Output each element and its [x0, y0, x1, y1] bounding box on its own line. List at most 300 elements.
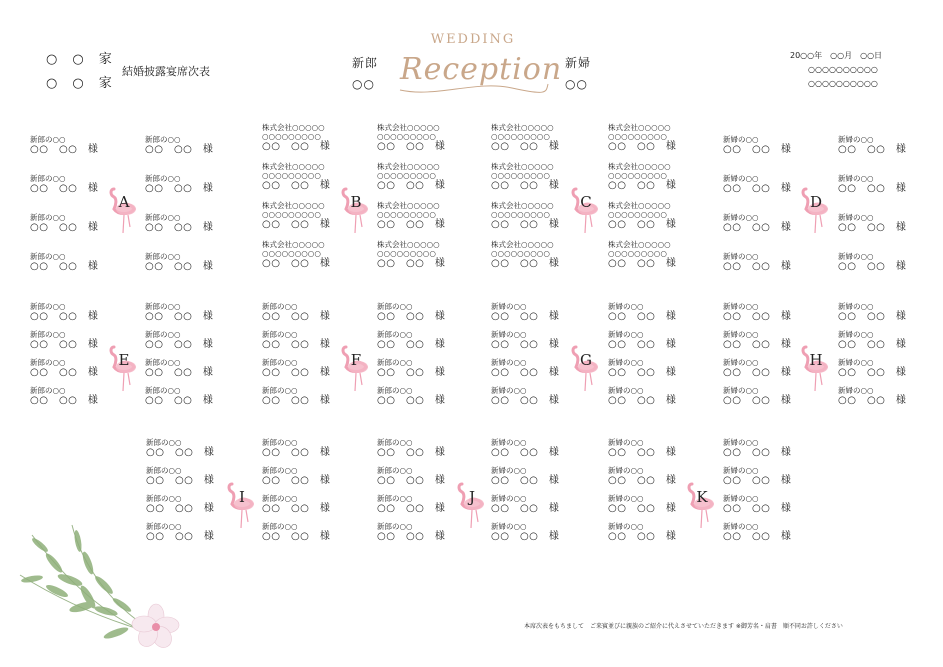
reception-word: Reception [400, 52, 563, 87]
guest-name: ○○ ○○ [145, 367, 193, 378]
guest-name: ○○ ○○ [146, 503, 194, 514]
guest-company: 株式会社○○○○○ [262, 201, 325, 210]
guest-honorific: 様 [202, 183, 214, 194]
guest-name-row [723, 531, 815, 543]
guest-entry [377, 201, 469, 231]
guest-name: ○○ ○○ [491, 395, 539, 406]
family-kanji-1: 家 [98, 52, 113, 67]
guest-relation: 新婦の○○ [491, 386, 527, 395]
guest-name: ○○ ○○ [491, 339, 539, 350]
guest-relation: 新婦の○○ [608, 522, 644, 531]
guest-honorific: 様 [895, 261, 907, 272]
guest-name: ○○ ○○ [723, 531, 771, 542]
guest-name: ○○ ○○ [838, 222, 886, 233]
guest-name: ○○ ○○ [30, 183, 78, 194]
guest-honorific: 様 [87, 222, 99, 233]
guest-honorific: 様 [87, 261, 99, 272]
guest-name: ○○ ○○ [608, 311, 656, 322]
guest-honorific: 様 [665, 395, 677, 406]
guest-honorific: 様 [665, 531, 677, 542]
guest-name-row [838, 395, 930, 407]
guest-name: ○○ ○○ [491, 531, 539, 542]
guest-name-row [608, 219, 700, 231]
guest-honorific: 様 [202, 261, 214, 272]
guest-entry [145, 174, 237, 195]
guest-name: ○○ ○○ [377, 339, 425, 350]
family-circles-2: ○ ○ [46, 76, 85, 91]
guest-entry [262, 466, 354, 487]
guest-honorific: 様 [434, 311, 446, 322]
guest-name-row [491, 141, 583, 153]
guest-honorific: 様 [319, 141, 331, 152]
guest-name: ○○ ○○ [608, 503, 656, 514]
guest-name: ○○ ○○ [145, 339, 193, 350]
guest-name: ○○ ○○ [262, 531, 310, 542]
guest-name-row [608, 258, 700, 270]
guest-name-row [377, 447, 469, 459]
guest-company: 株式会社○○○○○ [262, 123, 325, 132]
table-letter: G [580, 351, 592, 369]
guest-name: ○○ ○○ [491, 219, 539, 230]
guest-relation: 新婦の○○ [491, 438, 527, 447]
guest-name: ○○ ○○ [608, 367, 656, 378]
guest-honorific: 様 [780, 395, 792, 406]
guest-entry [262, 123, 354, 153]
guest-name: ○○ ○○ [723, 395, 771, 406]
guest-relation: 新郎の○○ [262, 358, 298, 367]
guest-name: ○○ ○○ [262, 339, 310, 350]
guest-relation: 新婦の○○ [723, 330, 759, 339]
guest-position: ○○○○○○○○○ [262, 132, 321, 141]
guest-relation: 新郎の○○ [145, 135, 181, 144]
guest-relation: 新郎の○○ [30, 358, 66, 367]
guest-name-row [145, 261, 237, 273]
guest-name: ○○ ○○ [145, 261, 193, 272]
guest-relation: 新婦の○○ [723, 302, 759, 311]
guest-honorific: 様 [548, 339, 560, 350]
guest-entry [377, 123, 469, 153]
table-h [800, 343, 832, 393]
guest-relation: 新郎の○○ [262, 302, 298, 311]
guest-honorific: 様 [203, 447, 215, 458]
guest-name-row [723, 311, 815, 323]
guest-name-row [146, 447, 238, 459]
guest-name: ○○ ○○ [723, 183, 771, 194]
guest-relation: 新郎の○○ [262, 330, 298, 339]
guest-relation: 新郎の○○ [30, 302, 66, 311]
guest-name: ○○ ○○ [608, 475, 656, 486]
guest-entry [838, 252, 930, 273]
guest-name: ○○ ○○ [608, 447, 656, 458]
guest-name: ○○ ○○ [608, 219, 656, 230]
guest-honorific: 様 [780, 531, 792, 542]
guest-name-row [608, 531, 700, 543]
guest-name: ○○ ○○ [377, 258, 425, 269]
guest-name: ○○ ○○ [145, 311, 193, 322]
guest-name-row [262, 141, 354, 153]
guest-name: ○○ ○○ [723, 222, 771, 233]
guest-position: ○○○○○○○○○ [608, 210, 667, 219]
guest-honorific: 様 [548, 395, 560, 406]
guest-relation: 新郎の○○ [262, 438, 298, 447]
guest-name: ○○ ○○ [491, 367, 539, 378]
guest-honorific: 様 [319, 180, 331, 191]
guest-honorific: 様 [665, 311, 677, 322]
guest-entry [491, 522, 583, 543]
guest-name-row [30, 395, 122, 407]
guest-honorific: 様 [87, 367, 99, 378]
guest-name: ○○ ○○ [262, 447, 310, 458]
guest-honorific: 様 [319, 339, 331, 350]
venue-line-1: ○○○○○○○○○○ [808, 65, 878, 74]
reception-flourish [396, 78, 552, 98]
guest-relation: 新婦の○○ [491, 494, 527, 503]
guest-relation: 新婦の○○ [838, 135, 874, 144]
guest-name-row [262, 475, 354, 487]
guest-name: ○○ ○○ [262, 141, 310, 152]
guest-name: ○○ ○○ [377, 367, 425, 378]
guest-honorific: 様 [780, 503, 792, 514]
guest-honorific: 様 [319, 395, 331, 406]
guest-relation: 新婦の○○ [723, 522, 759, 531]
guest-relation: 新婦の○○ [723, 438, 759, 447]
guest-honorific: 様 [434, 180, 446, 191]
guest-name-row [723, 503, 815, 515]
guest-entry [723, 494, 815, 515]
table-c [570, 185, 602, 235]
guest-relation: 新婦の○○ [723, 494, 759, 503]
table-letter: H [809, 351, 823, 369]
guest-honorific: 様 [895, 222, 907, 233]
guest-relation: 新郎の○○ [145, 252, 181, 261]
guest-name: ○○ ○○ [377, 395, 425, 406]
guest-relation: 新郎の○○ [145, 386, 181, 395]
guest-entry [838, 135, 930, 156]
guest-entry [608, 302, 700, 323]
guest-name-row [262, 503, 354, 515]
guest-name: ○○ ○○ [491, 503, 539, 514]
guest-name-row [145, 183, 237, 195]
guest-name: ○○ ○○ [491, 311, 539, 322]
guest-relation: 新婦の○○ [838, 174, 874, 183]
guest-relation: 新婦の○○ [723, 358, 759, 367]
guest-entry [262, 240, 354, 270]
guest-name-row [146, 503, 238, 515]
guest-name-row [377, 531, 469, 543]
guest-honorific: 様 [319, 367, 331, 378]
guest-honorific: 様 [780, 339, 792, 350]
guest-relation: 新郎の○○ [377, 330, 413, 339]
guest-entry [377, 302, 469, 323]
guest-name: ○○ ○○ [377, 531, 425, 542]
guest-name-row [145, 395, 237, 407]
guest-honorific: 様 [87, 183, 99, 194]
guest-name-row [491, 395, 583, 407]
guest-honorific: 様 [434, 339, 446, 350]
bride-label: 新婦 [565, 56, 592, 70]
guest-entry [838, 386, 930, 407]
guest-entry [377, 438, 469, 459]
guest-relation: 新郎の○○ [30, 252, 66, 261]
guest-honorific: 様 [202, 339, 214, 350]
table-k [686, 480, 718, 530]
guest-company: 株式会社○○○○○ [377, 123, 440, 132]
family-line-2 [46, 72, 113, 96]
leaf-bouquet-illustration [12, 515, 187, 660]
guest-relation: 新郎の○○ [262, 386, 298, 395]
guest-relation: 新郎の○○ [146, 438, 182, 447]
guest-entry [377, 162, 469, 192]
guest-company: 株式会社○○○○○ [491, 162, 554, 171]
guest-position: ○○○○○○○○○ [377, 210, 436, 219]
guest-name: ○○ ○○ [146, 447, 194, 458]
guest-relation: 新郎の○○ [146, 466, 182, 475]
guest-name: ○○ ○○ [377, 475, 425, 486]
guest-name: ○○ ○○ [723, 447, 771, 458]
guest-name: ○○ ○○ [838, 311, 886, 322]
table-letter: E [118, 351, 130, 369]
guest-relation: 新郎の○○ [30, 330, 66, 339]
guest-entry [146, 466, 238, 487]
guest-name-row [377, 258, 469, 270]
guest-relation: 新郎の○○ [262, 466, 298, 475]
guest-name-row [838, 367, 930, 379]
guest-name: ○○ ○○ [838, 183, 886, 194]
guest-relation: 新郎の○○ [377, 522, 413, 531]
guest-name: ○○ ○○ [838, 261, 886, 272]
guest-name-row [491, 447, 583, 459]
guest-name: ○○ ○○ [608, 339, 656, 350]
guest-name-row [145, 339, 237, 351]
guest-honorific: 様 [202, 311, 214, 322]
guest-entry [723, 302, 815, 323]
guest-honorific: 様 [548, 503, 560, 514]
guest-name: ○○ ○○ [723, 311, 771, 322]
date: 20○○年 ○○月 ○○日 [790, 51, 883, 60]
guest-position: ○○○○○○○○○ [377, 132, 436, 141]
guest-honorific: 様 [548, 180, 560, 191]
guest-relation: 新郎の○○ [377, 386, 413, 395]
guest-name-row [491, 258, 583, 270]
guest-name: ○○ ○○ [608, 395, 656, 406]
guest-honorific: 様 [895, 395, 907, 406]
guest-name: ○○ ○○ [838, 339, 886, 350]
guest-honorific: 様 [319, 258, 331, 269]
guest-entry [377, 330, 469, 351]
guest-honorific: 様 [665, 180, 677, 191]
guest-entry [262, 302, 354, 323]
guest-name-row [838, 339, 930, 351]
footer-note: 本席次表をもちまして ご来賓並びに親族のご紹介に代えさせていただきます ※御芳名・肩書 順不同お許しください [524, 623, 843, 630]
guest-name-row [377, 311, 469, 323]
guest-honorific: 様 [319, 531, 331, 542]
guest-entry [608, 386, 700, 407]
guest-honorific: 様 [895, 311, 907, 322]
guest-relation: 新婦の○○ [838, 358, 874, 367]
guest-position: ○○○○○○○○○ [262, 210, 321, 219]
guest-honorific: 様 [203, 531, 215, 542]
guest-relation: 新郎の○○ [145, 358, 181, 367]
guest-company: 株式会社○○○○○ [491, 201, 554, 210]
guest-honorific: 様 [202, 222, 214, 233]
guest-relation: 新郎の○○ [30, 386, 66, 395]
guest-entry [838, 330, 930, 351]
guest-relation: 新婦の○○ [723, 252, 759, 261]
guest-entry [262, 494, 354, 515]
guest-honorific: 様 [434, 219, 446, 230]
guest-position: ○○○○○○○○○ [491, 132, 550, 141]
guest-name-row [30, 311, 122, 323]
guest-honorific: 様 [548, 531, 560, 542]
guest-name: ○○ ○○ [262, 367, 310, 378]
guest-entry [377, 386, 469, 407]
guest-relation: 新婦の○○ [723, 386, 759, 395]
guest-name-row [262, 395, 354, 407]
guest-relation: 新婦の○○ [723, 174, 759, 183]
guest-honorific: 様 [548, 258, 560, 269]
guest-name-row [838, 261, 930, 273]
guest-honorific: 様 [665, 258, 677, 269]
guest-name-row [608, 447, 700, 459]
guest-name-row [491, 503, 583, 515]
guest-name-row [838, 311, 930, 323]
guest-name: ○○ ○○ [145, 144, 193, 155]
guest-entry [377, 240, 469, 270]
guest-name: ○○ ○○ [491, 180, 539, 191]
guest-name-row [491, 475, 583, 487]
guest-name-row [262, 258, 354, 270]
guest-honorific: 様 [665, 367, 677, 378]
guest-relation: 新婦の○○ [608, 358, 644, 367]
guest-relation: 新婦の○○ [608, 386, 644, 395]
guest-name-row [377, 141, 469, 153]
guest-honorific: 様 [895, 339, 907, 350]
table-letter: I [239, 488, 245, 506]
groom-name: ○○ [352, 77, 375, 91]
guest-relation: 新婦の○○ [491, 522, 527, 531]
guest-name: ○○ ○○ [146, 531, 194, 542]
guest-relation: 新郎の○○ [145, 213, 181, 222]
guest-honorific: 様 [87, 395, 99, 406]
guest-name-row [608, 339, 700, 351]
guest-honorific: 様 [895, 144, 907, 155]
guest-relation: 新郎の○○ [377, 302, 413, 311]
guest-name: ○○ ○○ [30, 367, 78, 378]
guest-name-row [145, 367, 237, 379]
guest-name: ○○ ○○ [723, 367, 771, 378]
guest-name: ○○ ○○ [608, 258, 656, 269]
table-letter: B [350, 193, 362, 211]
guest-honorific: 様 [665, 141, 677, 152]
guest-entry [145, 252, 237, 273]
guest-name: ○○ ○○ [30, 311, 78, 322]
page-title: 結婚披露宴席次表 [122, 65, 210, 78]
wedding-word: WEDDING [430, 32, 516, 47]
guest-name: ○○ ○○ [30, 339, 78, 350]
guest-name: ○○ ○○ [30, 222, 78, 233]
guest-relation: 新婦の○○ [491, 358, 527, 367]
table-b [340, 185, 372, 235]
guest-relation: 新郎の○○ [146, 494, 182, 503]
guest-position: ○○○○○○○○○ [608, 249, 667, 258]
guest-relation: 新郎の○○ [377, 494, 413, 503]
table-letter: A [118, 193, 130, 211]
guest-name-row [262, 447, 354, 459]
guest-relation: 新郎の○○ [145, 174, 181, 183]
guest-entry [30, 302, 122, 323]
guest-name: ○○ ○○ [838, 144, 886, 155]
guest-relation: 新婦の○○ [608, 330, 644, 339]
guest-name: ○○ ○○ [262, 180, 310, 191]
guest-name-row [608, 141, 700, 153]
guest-entry [145, 302, 237, 323]
guest-name: ○○ ○○ [146, 475, 194, 486]
guest-honorific: 様 [434, 531, 446, 542]
guest-honorific: 様 [548, 475, 560, 486]
guest-name-row [723, 261, 815, 273]
table-j [456, 480, 488, 530]
guest-name-row [30, 144, 122, 156]
guest-relation: 新郎の○○ [30, 213, 66, 222]
guest-honorific: 様 [780, 222, 792, 233]
guest-entry [491, 438, 583, 459]
guest-honorific: 様 [548, 219, 560, 230]
guest-honorific: 様 [780, 475, 792, 486]
guest-name: ○○ ○○ [723, 144, 771, 155]
guest-entry [145, 358, 237, 379]
guest-position: ○○○○○○○○○ [491, 210, 550, 219]
guest-honorific: 様 [895, 367, 907, 378]
guest-name: ○○ ○○ [723, 503, 771, 514]
guest-relation: 新郎の○○ [377, 358, 413, 367]
guest-relation: 新郎の○○ [145, 330, 181, 339]
guest-honorific: 様 [780, 447, 792, 458]
guest-entry [838, 213, 930, 234]
guest-honorific: 様 [319, 311, 331, 322]
guest-honorific: 様 [434, 503, 446, 514]
guest-entry [723, 466, 815, 487]
guest-relation: 新婦の○○ [491, 330, 527, 339]
guest-honorific: 様 [548, 141, 560, 152]
guest-honorific: 様 [780, 183, 792, 194]
guest-name-row [145, 311, 237, 323]
guest-name: ○○ ○○ [30, 261, 78, 272]
table-letter: K [696, 488, 708, 506]
guest-honorific: 様 [548, 367, 560, 378]
guest-name: ○○ ○○ [491, 141, 539, 152]
guest-honorific: 様 [87, 339, 99, 350]
guest-honorific: 様 [202, 367, 214, 378]
guest-company: 株式会社○○○○○ [491, 123, 554, 132]
guest-name: ○○ ○○ [838, 367, 886, 378]
guest-honorific: 様 [780, 144, 792, 155]
guest-entry [145, 386, 237, 407]
guest-name-row [608, 395, 700, 407]
guest-relation: 新郎の○○ [262, 522, 298, 531]
guest-honorific: 様 [665, 447, 677, 458]
guest-entry [145, 330, 237, 351]
guest-company: 株式会社○○○○○ [262, 162, 325, 171]
table-g [570, 343, 602, 393]
guest-honorific: 様 [319, 475, 331, 486]
guest-name-row [608, 180, 700, 192]
guest-relation: 新婦の○○ [491, 302, 527, 311]
guest-name: ○○ ○○ [262, 219, 310, 230]
guest-position: ○○○○○○○○○ [262, 171, 321, 180]
guest-relation: 新婦の○○ [723, 466, 759, 475]
guest-position: ○○○○○○○○○ [491, 249, 550, 258]
guest-honorific: 様 [319, 503, 331, 514]
